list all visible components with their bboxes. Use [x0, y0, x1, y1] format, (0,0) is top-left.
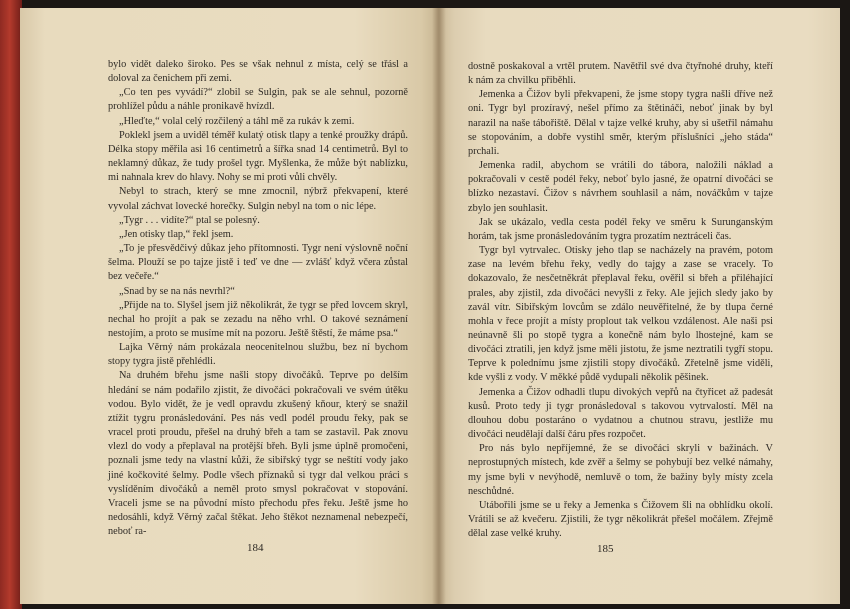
right-page-text [468, 60, 773, 541]
left-page [20, 8, 438, 604]
paragraph: Lajka Věrný nám prokázala neocenitelnou službu, bez ní bychom stopy tygra jistě přehlédli. [108, 342, 408, 368]
right-page [438, 8, 840, 604]
paragraph: Jemenka a Čižov odhadli tlupu divokých vepřů na čtyřicet až padesát kusů. Proto tedy ji tygr pronásledoval s takovou vytrvalostí. Měl na dlouhou dobu postaráno o vydatnou a chutnou stravu, jestliže mu divočáci neudělají další čáru přes rozpočet. [468, 386, 773, 441]
paragraph: Jak se ukázalo, vedla cesta podél řeky ve směru k Surunganským horám, tak jsme pronásledováním tygra prozatím neztráceli čas. [468, 216, 773, 242]
book-gutter [432, 8, 446, 604]
paragraph: Pro nás bylo nepříjemné, že se divočáci skryli v bažinách. V neprostupných místech, kde zvěř a šelmy se pohybují bez velké námahy, my jsme byli v nevýhodě, nemluvě o tom, že bažiny byly místy zcela neschůdné. [468, 443, 773, 497]
paragraph: Utábořili jsme se u řeky a Jemenka s Čižovem šli na obhlídku okolí. Vrátili se až kvečeru. Zjistili, že tygr několikrát přešel močálem. Zřejmě dělal zase velké kruhy. [468, 499, 773, 540]
paragraph: „Hleďte,“ volal celý rozčilený a táhl mě za rukáv k zemi. [119, 115, 355, 127]
paragraph: „Co ten pes vyvádí?“ zlobil se Sulgin, pak se ale sehnul, pozorně prohlížel půdu a náhle pronikavě hvízdl. [108, 87, 408, 113]
paragraph: Poklekl jsem a uviděl téměř kulatý otisk tlapy a tenké proužky drápů. Délka stopy měřila asi 16 centimetrů a šířka snad 14 centimetrů. Byl to neklamný důkaz, že tudy prošel tygr. Myšlenka, že může být nablízku, mi nahnala krev do hlavy. Nohy se mi proti vůli chvěly. [108, 129, 408, 184]
paragraph: Nebyl to strach, který se mne zmocnil, nýbrž překvapení, které vyvolal záchvat lovecké horečky. Sulgin nebyl na tom o nic lépe. [108, 186, 408, 212]
book-cover-edge [0, 0, 22, 609]
paragraph: „Tygr . . . vidíte?“ ptal se polesný. [119, 214, 260, 226]
paragraph: Na druhém břehu jsme našli stopy divočáků. Teprve po delším hledání se nám podařilo zjistit, že divočáci pokračovali ve svém útěku vodou. Bylo vidět, že je vedl opravdu zkušený kňour, který se snažil ztížit tygru pronásledování. Pes nás vedl podél proudu řeky, pak se vracel proti proudu, přešel na druhý břeh a tam se zastavil. Pak znovu vlezl do vody a přeplaval na protější břeh. Byli jsme úplně promočeni, poznali jsme tedy na vlastní kůži, že sibiřský tygr se neštítí vody jako jiné kočkovité šelmy. Podle všech příznaků si tygr dal velkou práci s vyslíděním divočáků a neměl proto smysl pokračovat v stopování. Vraceli jsme se na původní místo přechodu přes řeku. Ještě jsme ho nedosáhli, když Věrný začal štěkat. Jeho štěkot neznamenal nebezpečí, neboť ra- [108, 370, 408, 538]
paragraph: „Přijde na to. Slyšel jsem již několikrát, že tygr se před lovcem skryl, nechal ho projít a pak se zezadu na něho vrhl. O takové seznámení nestojím, a proto se musíme mít na pozoru. Ještě štěstí, že máme psa.“ [108, 299, 408, 339]
paragraph: Tygr byl vytrvalec. Otisky jeho tlap se nacházely na pravém, potom zase na levém břehu řeky, vedly do tajgy a zase se vracely. To dokazovalo, že nesčetněkrát přeplaval řeku, ověřil si břeh a přiléhající prales, aby zjistil, zda divočáci nevyšli z řeky. Ale jejich sledy jako by zavál vítr. Sibiřským lovcům se zdálo neuvěřitelné, že by tlupa černé mohla v řece projít a místy proplout tak velkou vzdálenost. Ale naši psi neúnavně šli po stopě tygra a konečně nám bylo lhostejné, kam se divočáci ztratili, jen když jsme měli jistotu, že jsme neztratili tygří stopu. Teprve k polednímu jsme zjistili stopy divočáků. Zřetelně jsme viděli, kde vyšli z vody. V měkké půdě vydupali několik pěšinek. [468, 245, 773, 384]
page-number: 185 [597, 543, 614, 555]
paragraph: „To je přesvědčivý důkaz jeho přítomnosti. Tygr není výslovně noční šelma. Plouží se po tajze jistě i teď ve dne — zvlášť když včera zůstal bez večeře.“ [108, 243, 408, 283]
paragraph: bylo vidět daleko široko. Pes se však nehnul z místa, celý se třásl a doloval za čenichem při zemi. [108, 59, 408, 85]
paragraph: „Snad by se na nás nevrhl?“ [119, 285, 235, 297]
paragraph: dostně poskakoval a vrtěl prutem. Navětřil své dva čtyřnohé druhy, kteří k nám za chvilku přiběhli. [468, 61, 773, 87]
paragraph: Jemenka radil, abychom se vrátili do tábora, naložili náklad a pokračovali v cestě podél řeky, neboť bylo jasné, že opatrní divočáci se blízko nezastaví. Čižov s návrhem souhlasil a nám, nováčkům v tajze zbylo jen souhlasit. [468, 160, 773, 214]
paragraph: Jemenka a Čižov byli překvapeni, že jsme stopy tygra našli dříve než oni. Tygr byl prozíravý, nešel přímo za štětináči, neboť jinak by byl narazil na naše tábořiště. Dělal v tajze velké kruhy, aby si ušetřil námahu se stopováním, a dobře vystihl směr, kterým příslušníci „jeho stáda“ prchali. [468, 89, 773, 157]
paragraph: „Jen otisky tlap,“ řekl jsem. [119, 228, 234, 240]
page-number: 184 [247, 542, 264, 554]
left-page-text [108, 58, 408, 539]
